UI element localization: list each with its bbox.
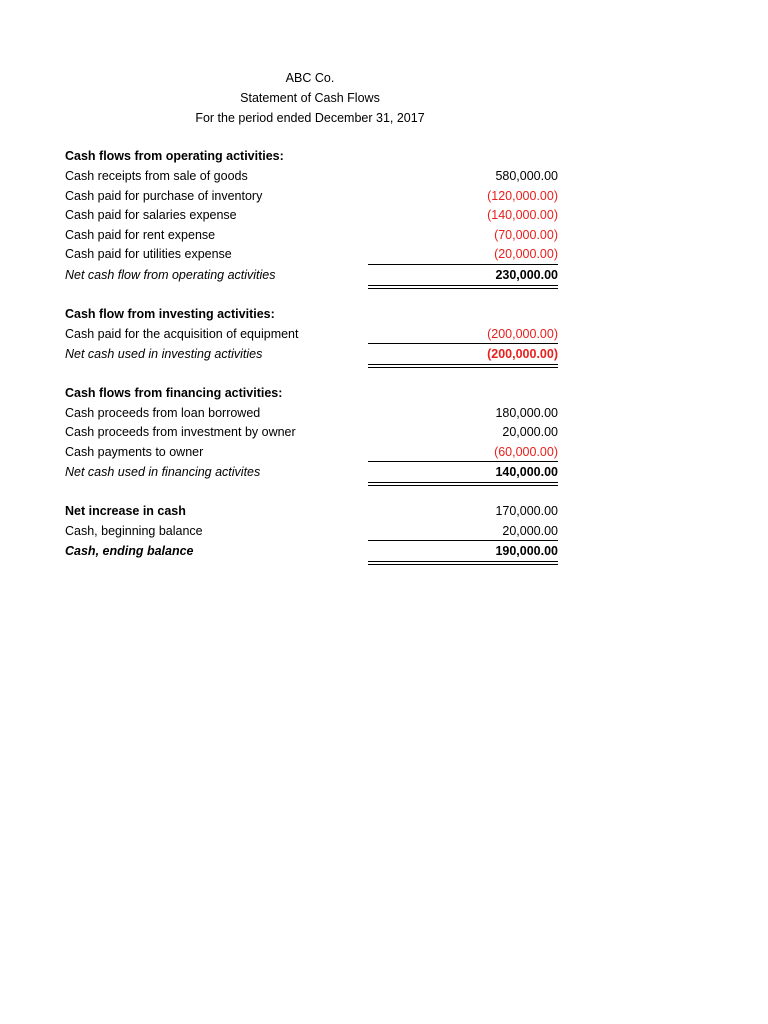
company-name: ABC Co. — [285, 71, 335, 85]
line-item-amount: 20,000.00 — [502, 425, 558, 439]
operating-heading: Cash flows from operating activities: — [65, 149, 284, 163]
beginning-balance-label: Cash, beginning balance — [65, 524, 203, 538]
financing-total-amount: 140,000.00 — [495, 465, 558, 479]
net-increase-amount: 170,000.00 — [495, 504, 558, 518]
table-row — [65, 225, 558, 245]
line-item-label: Cash receipts from sale of goods — [65, 169, 248, 183]
line-item-amount: (200,000.00) — [487, 327, 558, 341]
table-row — [65, 166, 558, 186]
operating-total-label: Net cash flow from operating activities — [65, 268, 276, 282]
operating-heading-row — [65, 146, 558, 166]
line-item-amount: (70,000.00) — [494, 228, 558, 242]
line-item-label: Cash proceeds from loan borrowed — [65, 406, 261, 420]
ending-balance-label: Cash, ending balance — [65, 544, 194, 558]
beginning-balance-row — [65, 521, 558, 541]
statement-title: Statement of Cash Flows — [240, 91, 380, 105]
ending-balance-row — [65, 541, 558, 561]
line-item-label: Cash paid for the acquisition of equipment — [65, 327, 299, 341]
beginning-balance-amount: 20,000.00 — [502, 524, 558, 538]
total-double-rule — [368, 482, 558, 486]
ending-balance-amount: 190,000.00 — [495, 544, 558, 558]
investing-total-row — [65, 344, 558, 364]
statement-period: For the period ended December 31, 2017 — [195, 111, 425, 125]
line-item-amount: (60,000.00) — [494, 445, 558, 459]
line-item-label: Cash paid for utilities expense — [65, 247, 232, 261]
line-item-amount: 580,000.00 — [495, 169, 558, 183]
table-row — [65, 205, 558, 225]
table-row — [65, 403, 558, 423]
financing-heading: Cash flows from financing activities: — [65, 386, 283, 400]
total-double-rule — [368, 364, 558, 368]
table-row — [65, 324, 558, 344]
line-item-label: Cash proceeds from investment by owner — [65, 425, 296, 439]
financing-total-row — [65, 462, 558, 482]
line-item-label: Cash paid for purchase of inventory — [65, 189, 263, 203]
line-item-amount: (20,000.00) — [494, 247, 558, 261]
operating-total-row — [65, 265, 558, 285]
line-item-amount: (140,000.00) — [487, 208, 558, 222]
line-item-label: Cash paid for salaries expense — [65, 208, 237, 222]
financing-heading-row — [65, 383, 558, 403]
investing-heading-row — [65, 304, 558, 324]
financing-total-label: Net cash used in financing activites — [65, 465, 261, 479]
net-increase-row — [65, 501, 558, 521]
line-item-amount: (120,000.00) — [487, 189, 558, 203]
total-double-rule — [368, 561, 558, 565]
table-row — [65, 186, 558, 206]
investing-heading: Cash flow from investing activities: — [65, 307, 275, 321]
investing-total-label: Net cash used in investing activities — [65, 347, 263, 361]
table-row — [65, 422, 558, 442]
table-row — [65, 244, 558, 264]
operating-total-amount: 230,000.00 — [495, 268, 558, 282]
line-item-label: Cash payments to owner — [65, 445, 204, 459]
line-item-amount: 180,000.00 — [495, 406, 558, 420]
investing-total-amount: (200,000.00) — [487, 347, 558, 361]
line-item-label: Cash paid for rent expense — [65, 228, 216, 242]
table-row — [65, 442, 558, 462]
net-increase-label: Net increase in cash — [65, 504, 186, 518]
total-double-rule — [368, 285, 558, 289]
